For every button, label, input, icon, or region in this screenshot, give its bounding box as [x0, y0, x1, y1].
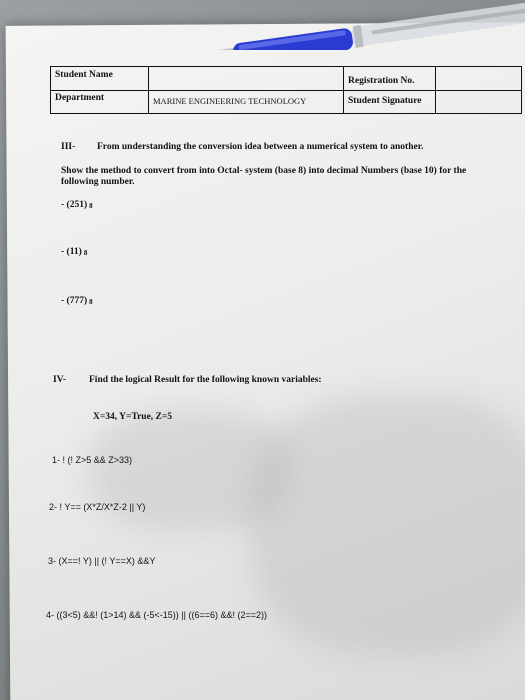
- section3-instruction: Show the method to convert from into Octal- system (base 8) into decimal Numbers (base 10) for the: [61, 166, 467, 176]
- student-name-field: [149, 67, 344, 90]
- section3-number: III-: [61, 142, 76, 152]
- section4-title: Find the logical Result for the following known variables:: [89, 375, 322, 385]
- variables-line: X=34, Y=True, Z=5: [93, 412, 173, 422]
- item-base: 8: [89, 298, 93, 306]
- conversion-item: [61, 200, 93, 210]
- signature-field: [436, 90, 521, 113]
- shadow-area: [250, 395, 525, 655]
- logic-question: 1- ! (! Z>5 && Z>33): [52, 455, 133, 465]
- header-row-2: [51, 90, 521, 113]
- student-name-label: Student Name: [51, 67, 149, 90]
- header-table: [50, 66, 522, 114]
- registration-field: [436, 67, 521, 90]
- department-label: Department: [51, 90, 149, 113]
- shadow-area: [90, 410, 290, 530]
- item-number: - (251): [61, 200, 88, 210]
- section4-number: IV-: [53, 375, 67, 385]
- section3-title: From understanding the conversion idea between a numerical system to another.: [97, 142, 424, 152]
- logic-question: 3- (X==! Y) || (! Y==X) &&Y: [48, 556, 156, 566]
- item-base: 8: [83, 249, 88, 257]
- department-value: MARINE ENGINEERING TECHNOLOGY: [149, 90, 344, 113]
- logic-question: 4- ((3<5) &&! (1>14) && (-5<-15)) || ((6==6) &&! (2==2)): [46, 610, 268, 620]
- item-number: - (777): [61, 296, 88, 306]
- signature-label: Student Signature: [344, 90, 436, 113]
- section3-instruction: following number.: [61, 177, 135, 187]
- registration-label: Registration No.: [344, 67, 436, 90]
- conversion-item: [61, 296, 93, 306]
- item-base: 8: [89, 202, 93, 210]
- conversion-item: [61, 247, 87, 257]
- item-number: - (11): [61, 247, 82, 257]
- header-row-1: [51, 67, 521, 91]
- logic-question: 2- ! Y== (X*Z/X*Z-2 || Y): [49, 502, 146, 512]
- pen-icon: [170, 0, 525, 50]
